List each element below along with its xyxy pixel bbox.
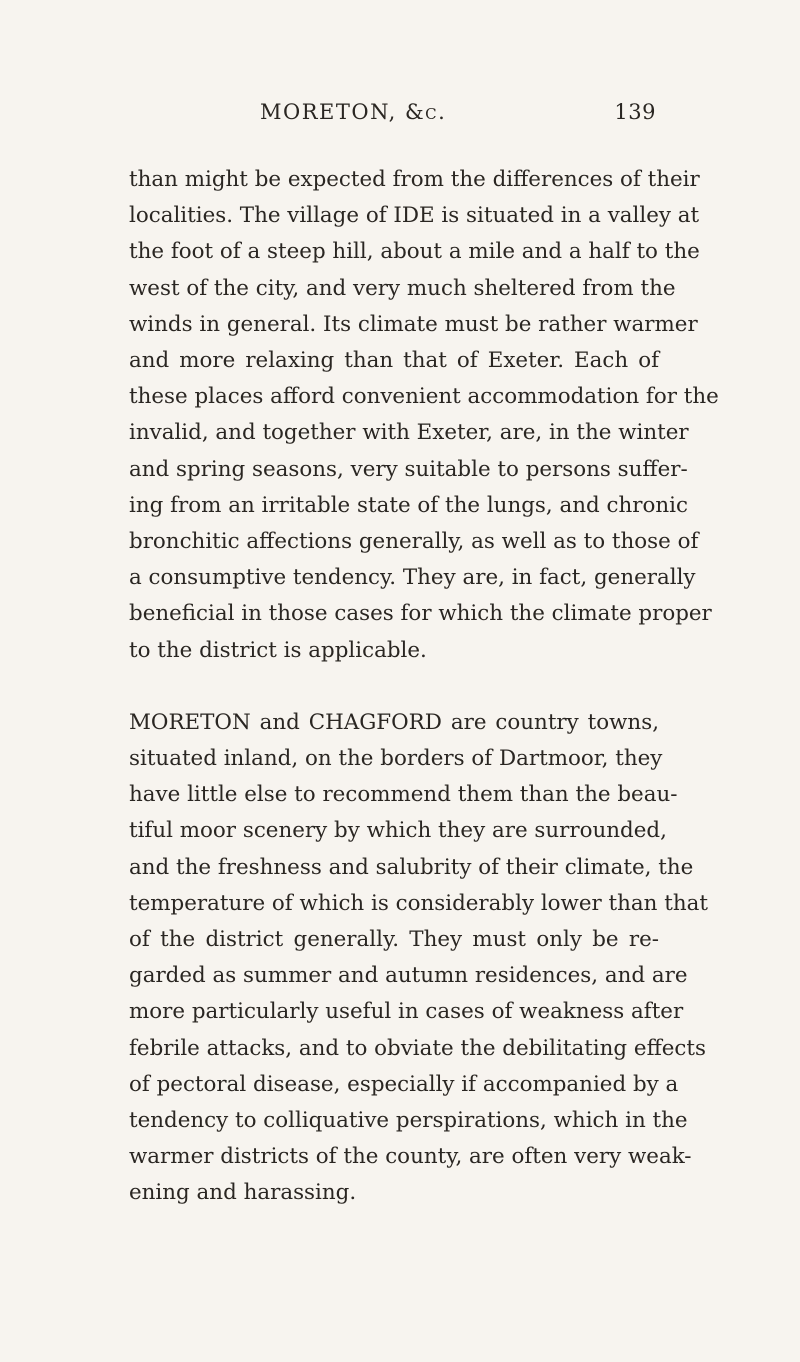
text-line: ing from an irritable state of the lungs, and chronic <box>129 492 688 518</box>
text-line: to the district is applicable. <box>129 637 427 663</box>
text-line: winds in general. Its climate must be rather warmer <box>129 311 698 337</box>
text-line: tiful moor scenery by which they are surrounded, <box>129 818 667 844</box>
text-line: beneficial in those cases for which the climate proper <box>129 601 712 627</box>
text-line: tendency to colliquative perspirations, which in the <box>129 1108 688 1134</box>
text-line: more particularly useful in cases of weakness after <box>129 999 684 1025</box>
text-line: a consumptive tendency. They are, in fact, generally <box>129 565 696 591</box>
paragraph-gap <box>129 669 659 705</box>
running-head <box>128 94 656 134</box>
text-line: these places afford convenient accommodation for the <box>129 384 719 410</box>
text-line: MORETON and CHAGFORD are country towns, <box>129 709 659 735</box>
text-line: have little else to recommend them than the beau- <box>129 782 678 808</box>
text-line: localities. The village of IDE is situated in a valley at <box>129 203 700 229</box>
text-line: than might be expected from the differences of their <box>129 167 700 192</box>
running-title: MORETON, &c. <box>260 100 447 124</box>
paragraph-2 <box>129 705 708 1212</box>
text-line: and spring seasons, very suitable to persons suffer- <box>129 456 688 482</box>
text-line: of pectoral disease, especially if accompanied by a <box>129 1071 679 1097</box>
text-line: temperature of which is considerably lower than that <box>129 890 708 916</box>
text-line: of the district generally. They must only be re- <box>129 927 659 953</box>
text-line: west of the city, and very much sheltered from the <box>129 275 676 301</box>
text-line: garded as summer and autumn residences, and are <box>129 963 688 989</box>
text-line: warmer districts of the county, are often very weak- <box>129 1144 692 1170</box>
text-line: invalid, and together with Exeter, are, in the winter <box>129 420 689 446</box>
text-line: febrile attacks, and to obviate the debilitating effects <box>129 1035 706 1061</box>
text-line: and more relaxing than that of Exeter. Each of <box>129 348 659 374</box>
text-line: the foot of a steep hill, about a mile and a half to the <box>129 239 700 265</box>
text-line: and the freshness and salubrity of their climate, the <box>129 854 694 880</box>
text-line: ening and harassing. <box>129 1180 357 1206</box>
page-number: 139 <box>614 100 656 124</box>
paragraph-1 <box>129 162 719 669</box>
body-text <box>129 162 719 1212</box>
text-line: bronchitic affections generally, as well as to those of <box>129 529 699 555</box>
text-line: situated inland, on the borders of Dartmoor, they <box>129 746 663 772</box>
